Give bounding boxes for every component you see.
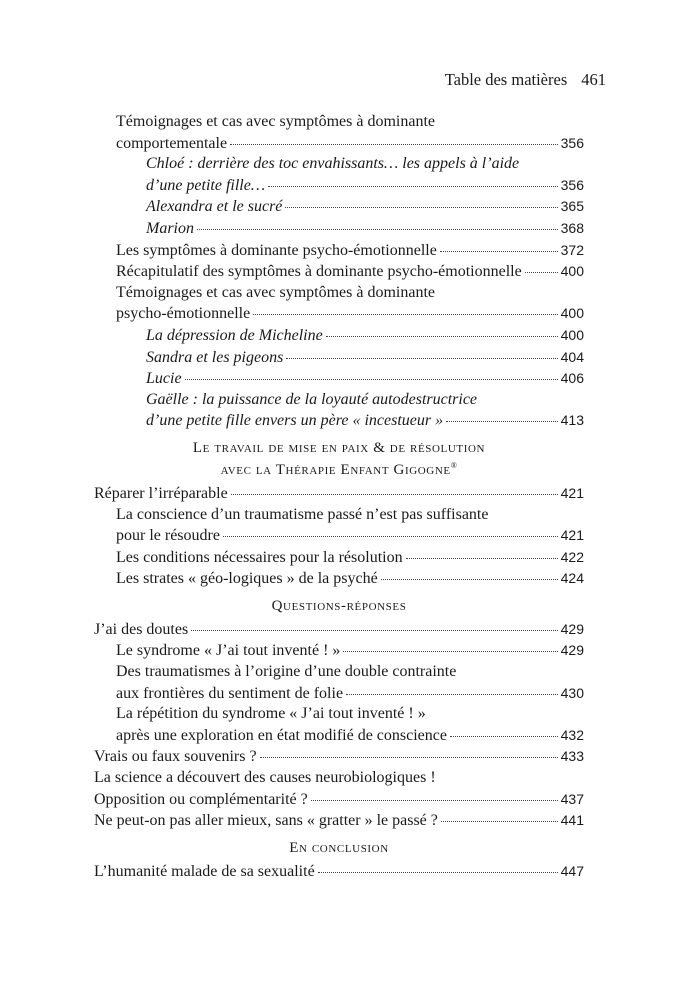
toc-entry[interactable]: Le syndrome « J’ai tout inventé ! » 429: [94, 640, 584, 662]
page-number: 413: [560, 412, 584, 429]
page-number: 429: [560, 620, 584, 637]
section-heading: Questions-réponses: [271, 597, 407, 614]
toc-entry[interactable]: Sandra et les pigeons 404: [94, 347, 584, 369]
page-number: 447: [560, 862, 584, 879]
page-number: 372: [560, 241, 584, 258]
page-number: 441: [560, 812, 584, 829]
toc-entry[interactable]: Réparer l’irréparable 421: [94, 483, 584, 505]
page-number: 421: [560, 484, 584, 501]
page-number: 432: [560, 726, 584, 743]
toc-entry[interactable]: Vrais ou faux souvenirs ? 433: [94, 746, 584, 768]
toc-entry[interactable]: La répétition du syndrome « J’ai tout inventé ! » après une exploration en état modifié de conscience 432: [116, 705, 584, 744]
page-number: 356: [560, 134, 584, 151]
page-number: 356: [560, 176, 584, 193]
section-heading: Le travail de mise en paix & de résolution avec la Thérapie Enfant Gigogne®: [192, 439, 486, 478]
toc-entry[interactable]: La science a découvert des causes neurobiologiques ! Opposition ou complémentarité ? 437: [94, 769, 584, 808]
toc-entry[interactable]: Les symptômes à dominante psycho-émotionnelle 372: [94, 240, 584, 262]
toc-entry[interactable]: Ne peut-on pas aller mieux, sans « gratter » le passé ? 441: [94, 810, 584, 832]
toc-entry[interactable]: Lucie 406: [94, 368, 584, 390]
running-header-page-number: 461: [581, 70, 606, 89]
page-number: 400: [560, 263, 584, 280]
running-header: [445, 70, 606, 90]
page-number: 437: [560, 790, 584, 807]
toc-entry[interactable]: Des traumatismes à l’origine d’une double contrainte aux frontières du sentiment de folie 430: [116, 663, 584, 702]
registered-mark: ®: [450, 460, 458, 470]
toc-entry[interactable]: Récapitulatif des symptômes à dominante psycho-émotionnelle 400: [94, 261, 584, 283]
toc-entry[interactable]: La conscience d’un traumatisme passé n’est pas suffisante pour le résoudre 421: [116, 505, 584, 545]
page-number: 421: [560, 527, 584, 544]
page-number: 400: [560, 305, 584, 322]
page-number: 422: [560, 548, 584, 565]
toc-entry[interactable]: Alexandra et le sucré 365: [94, 196, 584, 218]
toc-entry[interactable]: Les conditions nécessaires pour la résolution 422: [94, 547, 584, 569]
page-number: 424: [560, 570, 584, 587]
toc-entry[interactable]: Gaëlle : la puissance de la loyauté autodestructrice d’une petite fille envers un père « incestueur » 413: [146, 390, 584, 430]
page-number: 404: [560, 348, 584, 365]
page-number: 429: [560, 642, 584, 659]
page-number: 400: [560, 326, 584, 343]
page-number: 433: [560, 748, 584, 765]
page-number: 406: [560, 370, 584, 387]
toc-entry[interactable]: La dépression de Micheline 400: [94, 325, 584, 347]
section-heading: En conclusion: [289, 839, 389, 856]
toc-entry[interactable]: Témoignages et cas avec symptômes à dominante psycho-émotionnelle 400: [116, 283, 584, 323]
toc-entry[interactable]: Les strates « géo-logiques » de la psyché 424: [94, 568, 584, 590]
toc-entry[interactable]: J’ai des doutes 429: [94, 619, 584, 641]
running-header-title: Table des matières: [444, 70, 568, 89]
toc-entry[interactable]: Chloé : derrière des toc envahissants… les appels à l’aide d’une petite fille… 356: [146, 155, 584, 194]
page-number: 368: [560, 219, 584, 236]
toc-entry[interactable]: Marion 368: [94, 218, 584, 240]
page-number: 365: [560, 198, 584, 215]
page-number: 430: [560, 684, 584, 701]
table-of-contents: [94, 112, 584, 882]
toc-entry[interactable]: L’humanité malade de sa sexualité 447: [94, 861, 584, 883]
toc-entry[interactable]: Témoignages et cas avec symptômes à dominante comportementale 356: [116, 113, 584, 152]
